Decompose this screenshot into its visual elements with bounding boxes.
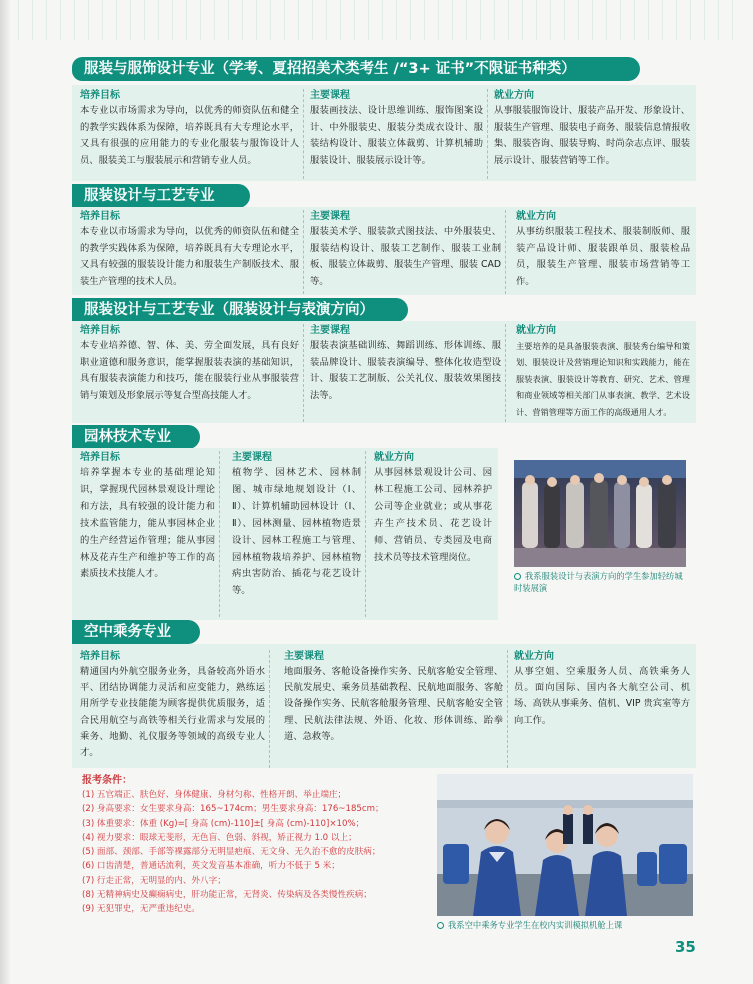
requirement-item: (5) 面部、颈部、手部等裸露部分无明显疤痕、无文身、无久治不愈的皮肤病； bbox=[82, 847, 381, 858]
main-courses-column bbox=[310, 210, 506, 294]
training-goal-text: 本专业以市场需求为导向，以优秀的师资队伍和健全的教学实践体系为保障，培养既具有大专理论水平，又具有很强的应用能力的专业化服装与服饰设计人员、服装美工与服装展示和营销专业人员。 bbox=[80, 105, 299, 166]
career-direction-column bbox=[494, 89, 690, 179]
caption-circle-icon bbox=[437, 922, 444, 929]
training-goal-heading: 培养目标 bbox=[80, 211, 120, 222]
career-direction-column bbox=[514, 650, 690, 768]
career-direction-heading: 就业方向 bbox=[516, 325, 556, 336]
cabin-caption: 我系空中乘务专业学生在校内实训模拟机舱上课 bbox=[437, 919, 693, 931]
requirement-item: (9) 无犯罪史，无严重违纪史。 bbox=[82, 904, 201, 915]
training-goal-text: 本专业培养德、智、体、美、劳全面发展，具有良好职业道德和服务意识，能掌握服装表演的基础知识，具有服装表演能力和技巧，能在服装行业从事服装营销与策划及形象展示等复合型高技能人才。 bbox=[80, 340, 299, 401]
career-direction-heading: 就业方向 bbox=[514, 651, 554, 662]
main-courses-column bbox=[232, 451, 366, 617]
requirement-item: (8) 无精神病史及癫痫病史，肝功能正常，无肾炎、传染病及各类慢性疾病； bbox=[82, 890, 372, 901]
section-title-garment-design-performance: 服装设计与工艺专业（服装设计与表演方向） bbox=[72, 298, 408, 322]
training-goal-text: 培养掌握本专业的基础理论知识，掌握现代园林景观设计理论和方法，具有较强的设计能力和技术监管能力，能从事园林企业的生产经营运作管理；能从事园林及花卉生产和维护等工作的高素质技术技能人才。 bbox=[80, 467, 215, 580]
section-panel-garment-design-craft bbox=[72, 207, 696, 295]
requirement-item: (6) 口齿清楚，普通话流利，英文发音基本准确，听力不低于 5 米； bbox=[82, 861, 340, 872]
section-panel-fashion-accessory-design bbox=[72, 85, 696, 181]
main-courses-text: 植物学、园林艺术、园林制图、城市绿地规划设计（Ⅰ、Ⅱ）、计算机辅助园林设计（Ⅰ、Ⅱ）、园林测量、园林植物造景设计、园林工程施工与管理、园林植物栽培养护、园林植物病虫害防治、插花与花艺设计等。 bbox=[232, 467, 361, 597]
training-goal-column bbox=[80, 89, 304, 179]
section-panel-garment-design-performance bbox=[72, 321, 696, 423]
main-courses-heading: 主要课程 bbox=[284, 651, 324, 662]
training-goal-column bbox=[80, 324, 304, 422]
career-direction-text: 从事服装服饰设计、服装产品开发、形象设计、服装生产管理、服装电子商务、服装信息情报收集、服装咨询、服装导购、时尚杂志点评、服装展示设计、服装营销等工作。 bbox=[494, 105, 690, 166]
main-courses-text: 服装表演基础训练、舞蹈训练、形体训练、服装品牌设计、服装表演编导、整体化妆造型设计、服装工艺制版、公关礼仪、服装效果图技法等。 bbox=[310, 340, 501, 401]
main-courses-heading: 主要课程 bbox=[310, 325, 350, 336]
career-direction-heading: 就业方向 bbox=[516, 211, 556, 222]
section-panel-landscape-technology bbox=[72, 448, 498, 620]
requirement-item: (1) 五官端正、肤色好、身体健康、身材匀称、性格开朗、举止端庄； bbox=[82, 790, 347, 800]
training-goal-heading: 培养目标 bbox=[80, 90, 120, 101]
training-goal-text: 本专业以市场需求为导向，以优秀的师资队伍和健全的教学实践体系为保障，培养既具有大专理论水平，又具有较强的服装设计能力和服装生产制版技术、服装生产管理的技术人员。 bbox=[80, 226, 299, 287]
career-direction-text: 从事园林景观设计公司、园林工程施工公司、园林养护公司等企业就业；或从事花卉生产技术员、花艺设计师、营销员、专类园及电商技术员等技术管理岗位。 bbox=[374, 467, 492, 563]
career-direction-text: 主要培养的是具备服装表演、服装秀台编导和策划、服装设计及营销理论知识和实践能力，能在服装表演、服装设计等教育、研究、艺术、管理和商业领域等相关部门从事表演、教学、艺术设计、营销管理等方面工作的高级通用人才。 bbox=[516, 341, 690, 417]
requirement-item: (4) 视力要求：眼球无斐形，无色盲、色弱、斜视，矫正视力 1.0 以上； bbox=[82, 832, 357, 843]
main-courses-text: 服装画技法、设计思维训练、服饰图案设计、中外服装史、服装分类成衣设计、服装结构设计、服装立体裁剪、计算机辅助服装设计、服装展示设计等。 bbox=[310, 105, 483, 166]
training-goal-heading: 培养目标 bbox=[80, 452, 120, 463]
main-courses-column bbox=[310, 324, 506, 422]
training-goal-text: 精通国内外航空服务业务，具备较高外语水平、团结协调能力灵活和应变能力，熟练运用所学专业技能能为顾客提供优质服务，适合民用航空与高铁等相关行业需求与发展的乘务、地勤、礼仪服务等领域的高级专业人才。 bbox=[80, 666, 265, 759]
career-direction-text: 从事空姐、空乘服务人员、高铁乘务人员。面向国际、国内各大航空公司、机场、高铁从事乘务、值机、VIP 贵宾室等方向工作。 bbox=[514, 666, 690, 726]
section-panel-flight-attendant bbox=[72, 644, 696, 768]
requirement-item: (7) 行走正常，无明显的内、外八字； bbox=[82, 875, 226, 886]
training-goal-heading: 培养目标 bbox=[80, 651, 120, 662]
fashion-show-photo bbox=[514, 460, 686, 567]
main-courses-column bbox=[284, 650, 508, 768]
fashion-show-caption: 我系服装设计与表演方向的学生参加轻纺城时装展演 bbox=[514, 571, 683, 593]
top-decoration bbox=[18, 0, 738, 40]
main-courses-heading: 主要课程 bbox=[310, 211, 350, 222]
career-direction-heading: 就业方向 bbox=[494, 90, 534, 101]
requirement-item: (3) 体重要求：体重 (Kg)=[ 身高 (cm)-110]±[ 身高 (cm)-110]×10%； bbox=[82, 818, 365, 829]
section-title-garment-design-craft: 服装设计与工艺专业 bbox=[72, 184, 250, 208]
section-title-fashion-accessory-design: 服装与服饰设计专业（学考、夏招招美术类考生 /“3+ 证书”不限证书种类） bbox=[72, 57, 640, 81]
main-courses-heading: 主要课程 bbox=[310, 90, 350, 101]
main-courses-text: 地面服务、客舱设备操作实务、民航客舱安全管理、民航发展史、乘务员基础教程、民航地面服务、客舱设备操作实务、民航客舱服务管理、民航客舱安全管理、民航法律法规、外语、化妆、形体训练、跆拳道、急救等。 bbox=[284, 666, 503, 742]
section-title-flight-attendant: 空中乘务专业 bbox=[72, 620, 200, 644]
training-goal-heading: 培养目标 bbox=[80, 325, 120, 336]
requirement-item: (2) 身高要求：女生要求身高：165~174cm；男生要求身高：176~185cm； bbox=[82, 804, 384, 815]
caption-circle-icon bbox=[514, 573, 521, 580]
page-number: 35 bbox=[675, 938, 696, 956]
training-goal-column bbox=[80, 650, 270, 768]
career-direction-heading: 就业方向 bbox=[374, 452, 414, 463]
requirements-list bbox=[82, 788, 432, 917]
page-spine bbox=[0, 0, 10, 984]
requirements-title: 报考条件： bbox=[82, 775, 132, 786]
career-direction-text: 从事纺织服装工程技术、服装制版师、服装产品设计师、服装跟单员、服装检品员，服装生产管理、服装市场营销等工作。 bbox=[516, 226, 690, 287]
training-goal-column bbox=[80, 451, 220, 617]
main-courses-column bbox=[310, 89, 488, 179]
main-courses-text: 服装美术学、服装款式图技法、中外服装史、服装结构设计、服装工艺制作、服装工业制板、服装立体裁剪、服装生产管理、服装 CAD 等。 bbox=[310, 226, 501, 287]
aircraft-cabin-photo bbox=[437, 774, 693, 916]
career-direction-column bbox=[516, 210, 690, 294]
training-goal-column bbox=[80, 210, 304, 294]
career-direction-column bbox=[516, 324, 690, 438]
career-direction-column bbox=[374, 451, 492, 617]
section-title-landscape-technology: 园林技术专业 bbox=[72, 425, 200, 449]
main-courses-heading: 主要课程 bbox=[232, 452, 272, 463]
